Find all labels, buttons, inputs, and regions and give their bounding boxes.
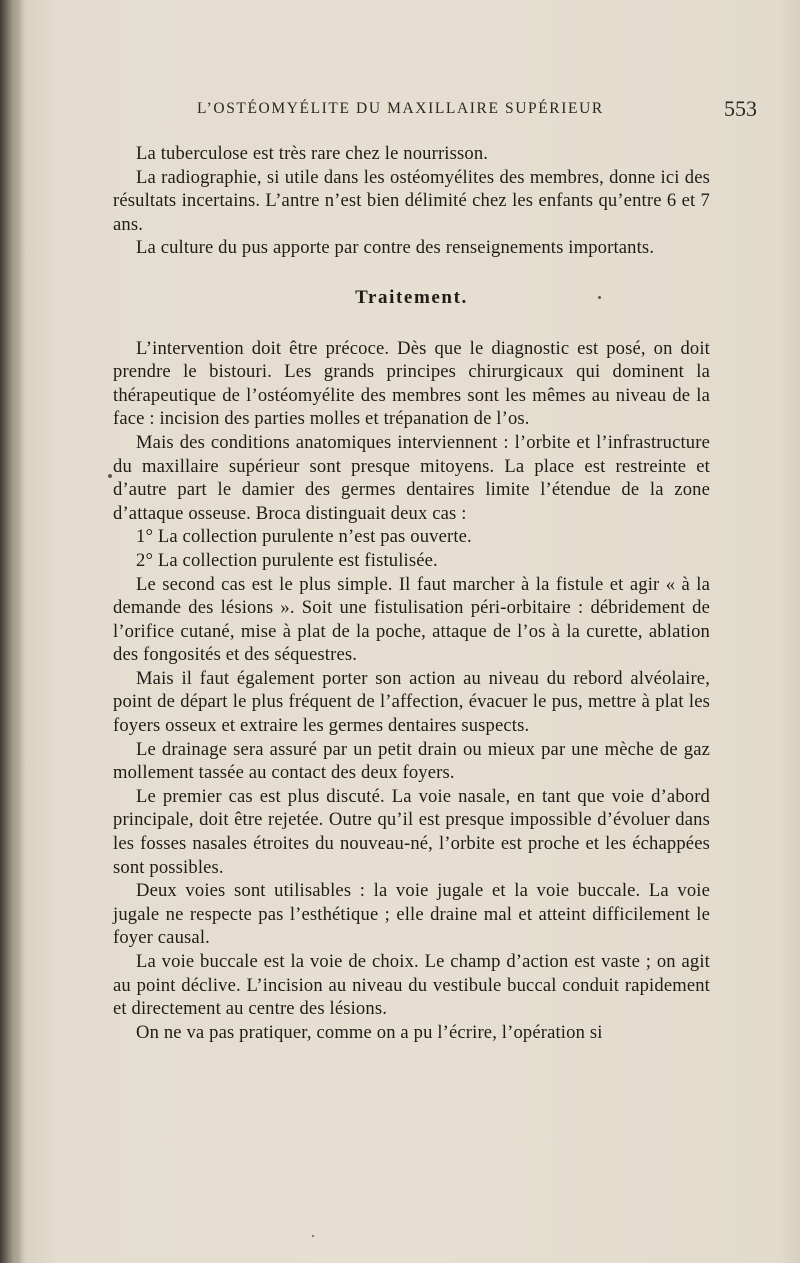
paper-speck [108, 474, 112, 478]
paragraph-deux-voies: Deux voies sont utilisables : la voie jugale et la voie buccale. La voie jugale ne respecte pas l’esthétique ; elle draine mal et atteint difficilement le foyer causal. [113, 880, 710, 949]
body-text [113, 142, 710, 1044]
paragraph-culture: La culture du pus apporte par contre des renseignements importants. [136, 237, 655, 259]
paragraph-operation: On ne va pas pratiquer, comme on a pu l’écrire, l’opération si [136, 1021, 603, 1043]
paragraph-radiographie: La radiographie, si utile dans les ostéomyélites des membres, donne ici des résultats incertains. L’antre n’est bien délimité chez les enfants qu’entre 6 et 7 ans. [113, 166, 710, 235]
paragraph-voie-buccale: La voie buccale est la voie de choix. Le champ d’action est vaste ; on agit au point déclive. L’incision au niveau du vestibule buccal conduit rapidement et directement au centre des lésions. [113, 951, 710, 1020]
list-item-case-2: 2° La collection purulente est fistulisée. [136, 549, 438, 571]
paragraph-second-cas: Le second cas est le plus simple. Il faut marcher à la fistule et agir « à la demande des lésions ». Soit une fistulisation péri-orbitaire : débridement de l’orifice cutané, mise à plat de la poche, attaque de l’os à la curette, ablation des fongosités et des séquestres. [113, 573, 710, 666]
book-spine-shadow [0, 0, 26, 1263]
paragraph-drainage: Le drainage sera assuré par un petit drain ou mieux par une mèche de gaz mollement tassée au contact des deux foyers. [113, 738, 710, 784]
paragraph-conditions: Mais des conditions anatomiques interviennent : l’orbite et l’infrastructure du maxillaire supérieur sont presque mitoyens. La place est restreinte et d’autre part le damier des germes dentaires limite l’étendue de la zone d’attaque osseuse. Broca distinguait deux cas : [113, 431, 710, 524]
page-header [197, 96, 757, 126]
page-number: 553 [724, 96, 757, 121]
paper-speck [598, 296, 601, 299]
paragraph-tuberculose: La tuberculose est très rare chez le nourrisson. [136, 143, 489, 164]
running-title: L’OSTÉOMYÉLITE DU MAXILLAIRE SUPÉRIEUR [197, 100, 604, 117]
section-heading-traitement: Traitement. [355, 286, 468, 308]
paragraph-rebord: Mais il faut également porter son action au niveau du rebord alvéolaire, point de départ le plus fréquent de l’affection, évacuer le pus, mettre à plat les foyers osseux et extraire les germes dentaires suspects. [113, 667, 710, 737]
paragraph-intervention: L’intervention doit être précoce. Dès que le diagnostic est posé, on doit prendre le bistouri. Les grands principes chirurgicaux qui dominent la thérapeutique de l’ostéomyélite des membres sont les mêmes au niveau de la face : incision des parties molles et trépanation de l’os. [113, 337, 710, 430]
list-item-case-1: 1° La collection purulente n’est pas ouverte. [136, 526, 472, 548]
paragraph-premier-cas: Le premier cas est plus discuté. La voie nasale, en tant que voie d’abord principale, doit être rejetée. Outre qu’il est presque impossible d’évoluer dans les fosses nasales étroites du nouveau-né, l’orbite est proche et les échappées sont possibles. [113, 785, 710, 878]
paper-speck [312, 1235, 314, 1237]
